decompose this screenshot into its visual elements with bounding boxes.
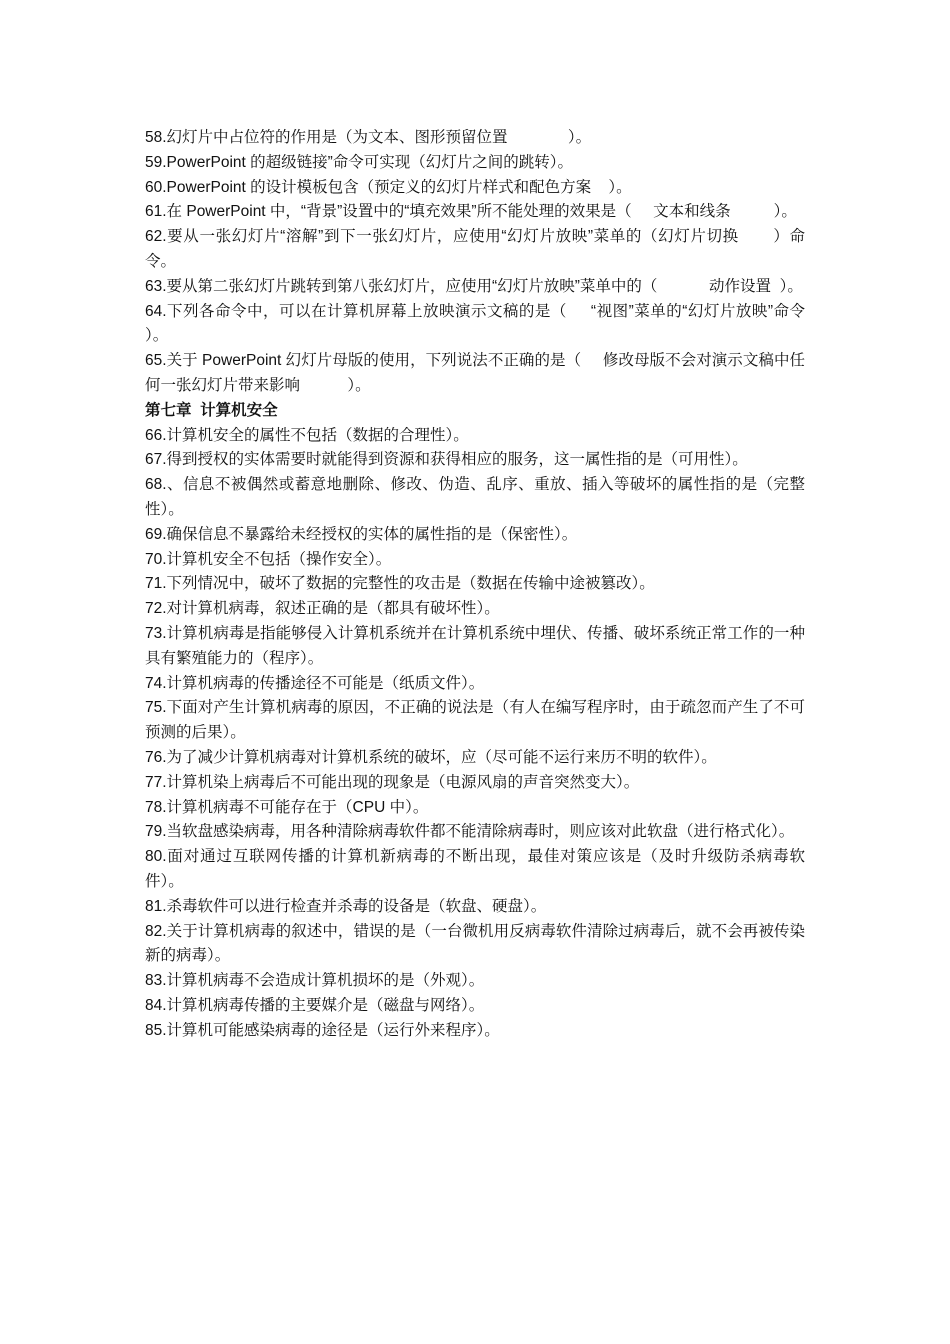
question-74: 74.计算机病毒的传播途径不可能是（纸质文件）。: [145, 674, 485, 692]
question-85: 85.计算机可能感染病毒的途径是（运行外来程序）。: [145, 1021, 500, 1039]
question-73: 73.计算机病毒是指能够侵入计算机系统并在计算机系统中埋伏、传播、破坏系统正常工作的一种具有繁殖能力的（程序）。: [145, 624, 805, 667]
question-79: 79.当软盘感染病毒，用各种清除病毒软件都不能清除病毒时，则应该对此软盘（进行格式化）。: [145, 823, 795, 841]
question-83: 83.计算机病毒不会造成计算机损坏的是（外观）。: [145, 972, 485, 990]
question-59: 59.PowerPoint 的超级链接”命令可实现（幻灯片之间的跳转）。: [145, 153, 574, 171]
question-61: 61.在 PowerPoint 中，“背景”设置中的“填充效果”所不能处理的效果是（ 文本和线条 ）。: [145, 203, 797, 221]
question-77: 77.计算机染上病毒后不可能出现的现象是（电源风扇的声音突然变大）。: [145, 773, 640, 791]
question-76: 76.为了减少计算机病毒对计算机系统的破坏，应（尽可能不运行来历不明的软件）。: [145, 748, 717, 766]
question-69: 69.确保信息不暴露给未经授权的实体的属性指的是（保密性）。: [145, 525, 578, 543]
question-65: 65.关于 PowerPoint 幻灯片母版的使用，下列说法不正确的是（ 修改母版不会对演示文稿中任何一张幻灯片带来影响 ）。: [145, 352, 805, 394]
chapter-heading: 第七章 计算机安全: [145, 401, 278, 419]
question-66: 66.计算机安全的属性不包括（数据的合理性）。: [145, 426, 469, 444]
question-71: 71.下列情况中，破坏了数据的完整性的攻击是（数据在传输中途被篡改）。: [145, 575, 655, 593]
question-84: 84.计算机病毒传播的主要媒介是（磁盘与网络）。: [145, 996, 485, 1014]
question-67: 67.得到授权的实体需要时就能得到资源和获得相应的服务，这一属性指的是（可用性）。: [145, 451, 748, 469]
question-81: 81.杀毒软件可以进行检查并杀毒的设备是（软盘、硬盘）。: [145, 897, 547, 915]
question-75: 75.下面对产生计算机病毒的原因，不正确的说法是（有人在编写程序时，由于疏忽而产生了不可预测的后果）。: [145, 699, 805, 742]
question-72: 72.对计算机病毒，叙述正确的是（都具有破坏性）。: [145, 600, 500, 618]
question-62: 62.要从一张幻灯片“溶解”到下一张幻灯片，应使用“幻灯片放映”菜单的（幻灯片切换 ）命令。: [145, 228, 805, 270]
question-60: 60.PowerPoint 的设计模板包含（预定义的幻灯片样式和配色方案 ）。: [145, 178, 632, 196]
question-70: 70.计算机安全不包括（操作安全）。: [145, 550, 392, 568]
question-68: 68.、信息不被偶然或蓄意地删除、修改、伪造、乱序、重放、插入等破坏的属性指的是（完整性）。: [145, 476, 805, 518]
question-58: 58.幻灯片中占位符的作用是（为文本、图形预留位置 ）。: [145, 129, 592, 146]
question-63: 63.要从第二张幻灯片跳转到第八张幻灯片，应使用“幻灯片放映”菜单中的（ 动作设置 ）。: [145, 277, 803, 295]
question-80: 80.面对通过互联网传播的计算机新病毒的不断出现，最佳对策应该是（及时升级防杀病毒软件）。: [145, 848, 805, 890]
question-78: 78.计算机病毒不可能存在于（CPU 中）。: [145, 798, 429, 816]
document-page: [145, 126, 849, 1043]
question-82: 82.关于计算机病毒的叙述中，错误的是（一台微机用反病毒软件清除过病毒后，就不会再被传染新的病毒）。: [145, 922, 805, 965]
question-64: 64.下列各命令中，可以在计算机屏幕上放映演示文稿的是（ “视图”菜单的“幻灯片放映”命令 ）。: [145, 302, 849, 345]
